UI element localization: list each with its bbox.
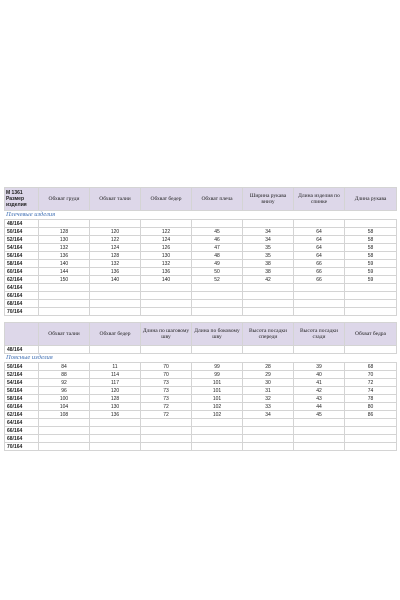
column-header: Высота посадки спереди (243, 323, 294, 346)
section-title: Поясные изделия (5, 354, 397, 363)
measure-cell: 66 (294, 268, 345, 276)
measure-cell (141, 300, 192, 308)
measure-cell (141, 419, 192, 427)
table-row (5, 403, 397, 411)
measure-cell (294, 435, 345, 443)
size-cell: 54/164 (5, 379, 39, 387)
size-chart (4, 187, 396, 451)
table-row (5, 300, 397, 308)
column-header: Обхват талии (90, 188, 141, 211)
measure-cell (345, 435, 397, 443)
size-cell: 62/164 (5, 276, 39, 284)
measure-cell: 73 (141, 379, 192, 387)
table-row (5, 443, 397, 451)
measure-cell: 42 (243, 276, 294, 284)
measure-cell (90, 308, 141, 316)
table-row (5, 379, 397, 387)
measure-cell: 130 (141, 252, 192, 260)
measure-cell (243, 300, 294, 308)
measure-cell: 136 (90, 268, 141, 276)
measure-cell (243, 292, 294, 300)
column-header: Обхват талии (39, 323, 90, 346)
measure-cell (90, 346, 141, 354)
measure-cell (294, 308, 345, 316)
measure-cell: 42 (294, 387, 345, 395)
measure-cell: 150 (39, 276, 90, 284)
table-row (5, 244, 397, 252)
measure-cell: 34 (243, 411, 294, 419)
measure-cell: 45 (294, 411, 345, 419)
measure-cell (243, 284, 294, 292)
measure-cell: 128 (90, 395, 141, 403)
measure-cell: 58 (345, 228, 397, 236)
measure-cell: 64 (294, 228, 345, 236)
table-row (5, 387, 397, 395)
table-row (5, 411, 397, 419)
table-header-row (5, 188, 397, 211)
measure-cell: 72 (345, 379, 397, 387)
measure-cell (192, 308, 243, 316)
measure-cell (90, 300, 141, 308)
size-cell: 64/164 (5, 419, 39, 427)
measure-cell: 130 (90, 403, 141, 411)
measure-cell: 48 (192, 252, 243, 260)
measure-cell (39, 435, 90, 443)
measure-cell: 122 (141, 228, 192, 236)
measure-cell (192, 427, 243, 435)
measure-cell: 70 (141, 371, 192, 379)
measure-cell (39, 292, 90, 300)
measure-cell: 124 (90, 244, 141, 252)
measure-cell (39, 308, 90, 316)
column-header: Длина по боковому шву (192, 323, 243, 346)
measure-cell (39, 300, 90, 308)
measure-cell: 58 (345, 252, 397, 260)
size-cell: 62/164 (5, 411, 39, 419)
measure-cell: 32 (243, 395, 294, 403)
measure-cell: 78 (345, 395, 397, 403)
table-row (5, 220, 397, 228)
measure-cell (141, 435, 192, 443)
measure-cell: 108 (39, 411, 90, 419)
measure-cell: 33 (243, 403, 294, 411)
measure-cell: 47 (192, 244, 243, 252)
size-cell: 48/164 (5, 346, 39, 354)
size-cell: 64/164 (5, 284, 39, 292)
table-row (5, 346, 397, 354)
size-cell: 52/164 (5, 371, 39, 379)
measure-cell (192, 220, 243, 228)
measure-cell (141, 427, 192, 435)
column-header: Высота посадки сзади (294, 323, 345, 346)
measure-cell: 64 (294, 244, 345, 252)
size-cell: 56/164 (5, 252, 39, 260)
size-cell: 56/164 (5, 387, 39, 395)
table-row (5, 419, 397, 427)
measure-cell: 41 (294, 379, 345, 387)
column-header: Ширина рукава внизу (243, 188, 294, 211)
size-cell: 50/164 (5, 363, 39, 371)
measure-cell: 46 (192, 236, 243, 244)
measure-cell: 99 (192, 371, 243, 379)
size-header-cell (5, 188, 39, 211)
measure-cell: 70 (141, 363, 192, 371)
measure-cell (294, 346, 345, 354)
column-header: Обхват плеча (192, 188, 243, 211)
measure-cell (39, 419, 90, 427)
measure-cell: 64 (294, 236, 345, 244)
measure-cell (243, 435, 294, 443)
size-cell: 48/164 (5, 220, 39, 228)
measure-cell: 136 (141, 268, 192, 276)
measure-cell: 101 (192, 395, 243, 403)
measure-cell (345, 427, 397, 435)
table-row (5, 363, 397, 371)
section-row (5, 211, 397, 220)
measure-cell: 73 (141, 387, 192, 395)
lower-garments-table (4, 322, 397, 451)
measure-cell (39, 346, 90, 354)
measure-cell: 144 (39, 268, 90, 276)
measure-cell (345, 419, 397, 427)
section-row (5, 354, 397, 363)
measure-cell (141, 220, 192, 228)
measure-cell (345, 308, 397, 316)
measure-cell (345, 292, 397, 300)
measure-cell (345, 346, 397, 354)
table-row (5, 284, 397, 292)
measure-cell (39, 220, 90, 228)
measure-cell (141, 346, 192, 354)
measure-cell (294, 292, 345, 300)
measure-cell: 132 (39, 244, 90, 252)
size-header-cell (5, 323, 39, 346)
size-cell: 70/164 (5, 308, 39, 316)
table-row (5, 308, 397, 316)
measure-cell: 128 (90, 252, 141, 260)
measure-cell: 80 (345, 403, 397, 411)
measure-cell (90, 435, 141, 443)
table-row (5, 395, 397, 403)
column-header: Обхват груди (39, 188, 90, 211)
measure-cell: 117 (90, 379, 141, 387)
measure-cell: 39 (294, 363, 345, 371)
measure-cell (345, 284, 397, 292)
size-cell: 60/164 (5, 268, 39, 276)
measure-cell: 58 (345, 236, 397, 244)
measure-cell (39, 427, 90, 435)
measure-cell (39, 284, 90, 292)
column-header: Обхват бедер (90, 323, 141, 346)
column-header: Обхват бедер (141, 188, 192, 211)
measure-cell (141, 292, 192, 300)
measure-cell (90, 220, 141, 228)
measure-cell (294, 284, 345, 292)
measure-cell: 120 (90, 228, 141, 236)
measure-cell (192, 346, 243, 354)
measure-cell (192, 435, 243, 443)
measure-cell (243, 427, 294, 435)
measure-cell (192, 300, 243, 308)
measure-cell: 72 (141, 403, 192, 411)
upper-garments-table (4, 187, 397, 316)
measure-cell: 102 (192, 411, 243, 419)
measure-cell: 74 (345, 387, 397, 395)
measure-cell: 86 (345, 411, 397, 419)
size-cell: 50/164 (5, 228, 39, 236)
measure-cell: 72 (141, 411, 192, 419)
measure-cell: 40 (294, 371, 345, 379)
measure-cell: 30 (243, 379, 294, 387)
measure-cell: 128 (39, 228, 90, 236)
size-cell: 66/164 (5, 427, 39, 435)
measure-cell: 101 (192, 387, 243, 395)
measure-cell (141, 443, 192, 451)
measure-cell: 102 (192, 403, 243, 411)
size-cell: 68/164 (5, 435, 39, 443)
measure-cell (294, 443, 345, 451)
measure-cell: 31 (243, 387, 294, 395)
measure-cell (345, 220, 397, 228)
table-row (5, 427, 397, 435)
measure-cell: 84 (39, 363, 90, 371)
measure-cell: 35 (243, 244, 294, 252)
measure-cell (141, 308, 192, 316)
measure-cell (192, 443, 243, 451)
measure-cell: 130 (39, 236, 90, 244)
measure-cell: 28 (243, 363, 294, 371)
column-header: Длина рукава (345, 188, 397, 211)
measure-cell: 136 (39, 252, 90, 260)
measure-cell (294, 427, 345, 435)
measure-cell: 88 (39, 371, 90, 379)
measure-cell (243, 308, 294, 316)
measure-cell: 140 (39, 260, 90, 268)
measure-cell (39, 443, 90, 451)
measure-cell: 132 (141, 260, 192, 268)
measure-cell (192, 284, 243, 292)
measure-cell (243, 443, 294, 451)
size-cell: 66/164 (5, 292, 39, 300)
table-row (5, 435, 397, 443)
measure-cell: 38 (243, 268, 294, 276)
measure-cell: 68 (345, 363, 397, 371)
measure-cell: 38 (243, 260, 294, 268)
measure-cell: 126 (141, 244, 192, 252)
table-row (5, 252, 397, 260)
table-row (5, 260, 397, 268)
measure-cell: 59 (345, 260, 397, 268)
measure-cell: 59 (345, 276, 397, 284)
measure-cell (345, 443, 397, 451)
measure-cell: 58 (345, 244, 397, 252)
size-header-label: Размер изделия (6, 196, 27, 208)
measure-cell: 64 (294, 252, 345, 260)
measure-cell: 104 (39, 403, 90, 411)
measure-cell: 92 (39, 379, 90, 387)
size-cell: 60/164 (5, 403, 39, 411)
measure-cell: 43 (294, 395, 345, 403)
measure-cell (243, 346, 294, 354)
table-row (5, 268, 397, 276)
measure-cell (90, 419, 141, 427)
measure-cell: 45 (192, 228, 243, 236)
measure-cell (345, 300, 397, 308)
column-header: Длина изделия по спинке (294, 188, 345, 211)
measure-cell: 49 (192, 260, 243, 268)
measure-cell: 132 (90, 260, 141, 268)
measure-cell (141, 284, 192, 292)
measure-cell: 100 (39, 395, 90, 403)
measure-cell: 66 (294, 260, 345, 268)
size-cell: 58/164 (5, 395, 39, 403)
table-row (5, 228, 397, 236)
table-row (5, 276, 397, 284)
table-row (5, 371, 397, 379)
size-cell: 70/164 (5, 443, 39, 451)
measure-cell: 140 (90, 276, 141, 284)
measure-cell: 70 (345, 371, 397, 379)
measure-cell (90, 284, 141, 292)
measure-cell (90, 292, 141, 300)
measure-cell: 136 (90, 411, 141, 419)
measure-cell (294, 300, 345, 308)
table-row (5, 236, 397, 244)
measure-cell: 50 (192, 268, 243, 276)
measure-cell (192, 292, 243, 300)
measure-cell: 96 (39, 387, 90, 395)
measure-cell: 66 (294, 276, 345, 284)
measure-cell: 11 (90, 363, 141, 371)
model-code: М 1361 (6, 190, 23, 196)
measure-cell (243, 220, 294, 228)
column-header: Обхват бедра (345, 323, 397, 346)
table-row (5, 292, 397, 300)
measure-cell: 114 (90, 371, 141, 379)
measure-cell: 120 (90, 387, 141, 395)
section-title: Плечевые изделия (5, 211, 397, 220)
measure-cell: 29 (243, 371, 294, 379)
measure-cell (294, 419, 345, 427)
column-header: Длина по шаговому шву (141, 323, 192, 346)
measure-cell (294, 220, 345, 228)
measure-cell (192, 419, 243, 427)
measure-cell: 44 (294, 403, 345, 411)
size-cell: 54/164 (5, 244, 39, 252)
measure-cell: 34 (243, 236, 294, 244)
size-cell: 58/164 (5, 260, 39, 268)
measure-cell: 34 (243, 228, 294, 236)
measure-cell: 73 (141, 395, 192, 403)
size-cell: 68/164 (5, 300, 39, 308)
measure-cell (90, 443, 141, 451)
measure-cell: 35 (243, 252, 294, 260)
measure-cell: 101 (192, 379, 243, 387)
measure-cell: 124 (141, 236, 192, 244)
measure-cell (243, 419, 294, 427)
measure-cell: 122 (90, 236, 141, 244)
table-header-row (5, 323, 397, 346)
measure-cell (90, 427, 141, 435)
measure-cell: 59 (345, 268, 397, 276)
measure-cell: 99 (192, 363, 243, 371)
measure-cell: 52 (192, 276, 243, 284)
measure-cell: 140 (141, 276, 192, 284)
size-cell: 52/164 (5, 236, 39, 244)
